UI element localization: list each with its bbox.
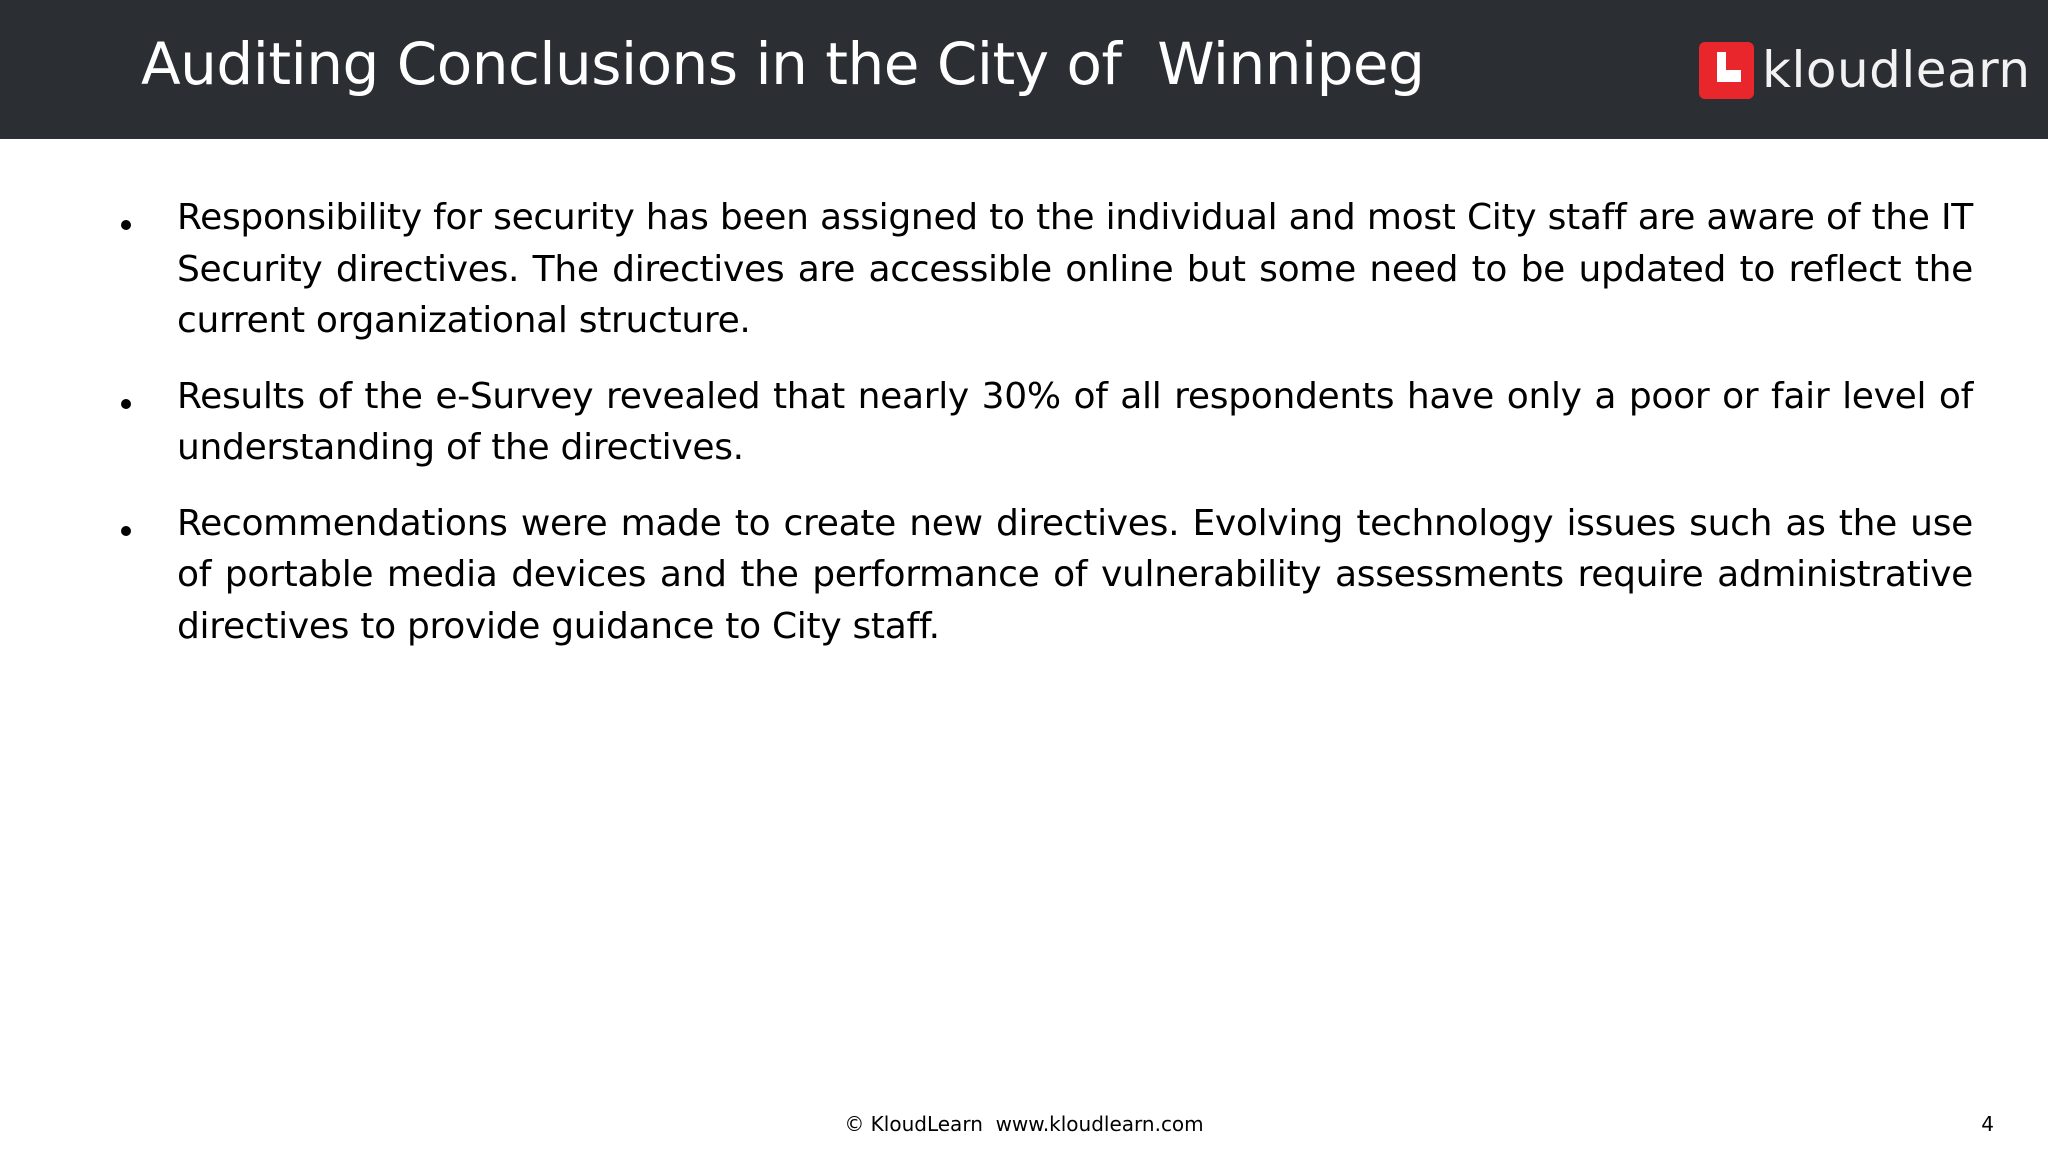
footer-copyright: © KloudLearn www.kloudlearn.com (844, 1112, 1204, 1136)
bullet-icon (121, 399, 131, 409)
kloudlearn-logo-icon (1699, 42, 1754, 99)
bullet-item (113, 192, 1973, 347)
bullet-item (113, 498, 1973, 653)
page-number: 4 (1981, 1112, 1994, 1136)
bullet-icon (121, 220, 131, 230)
slide-title: Auditing Conclusions in the City of Winnipeg (141, 30, 1425, 98)
bullet-icon (121, 526, 131, 536)
slide-header (0, 0, 2048, 139)
bullet-text: Recommendations were made to create new directives. Evolving technology issues such as the use of portable media devices and the performance of vulnerability assessments require administrative directives to provide guidance to City staff. (177, 502, 1973, 647)
kloudlearn-logo (1699, 38, 2031, 102)
bullet-text: Responsibility for security has been assigned to the individual and most City staff are aware of the IT Security directives. The directives are accessible online but some need to be updated to reflect the current organizational structure. (177, 197, 1973, 341)
bullet-item (113, 371, 1973, 474)
logo-text: kloudlearn (1762, 41, 2031, 99)
bullet-list (113, 192, 1973, 676)
bullet-text: Results of the e-Survey revealed that nearly 30% of all respondents have only a poor or fair level of understanding of the directives. (177, 375, 1973, 468)
